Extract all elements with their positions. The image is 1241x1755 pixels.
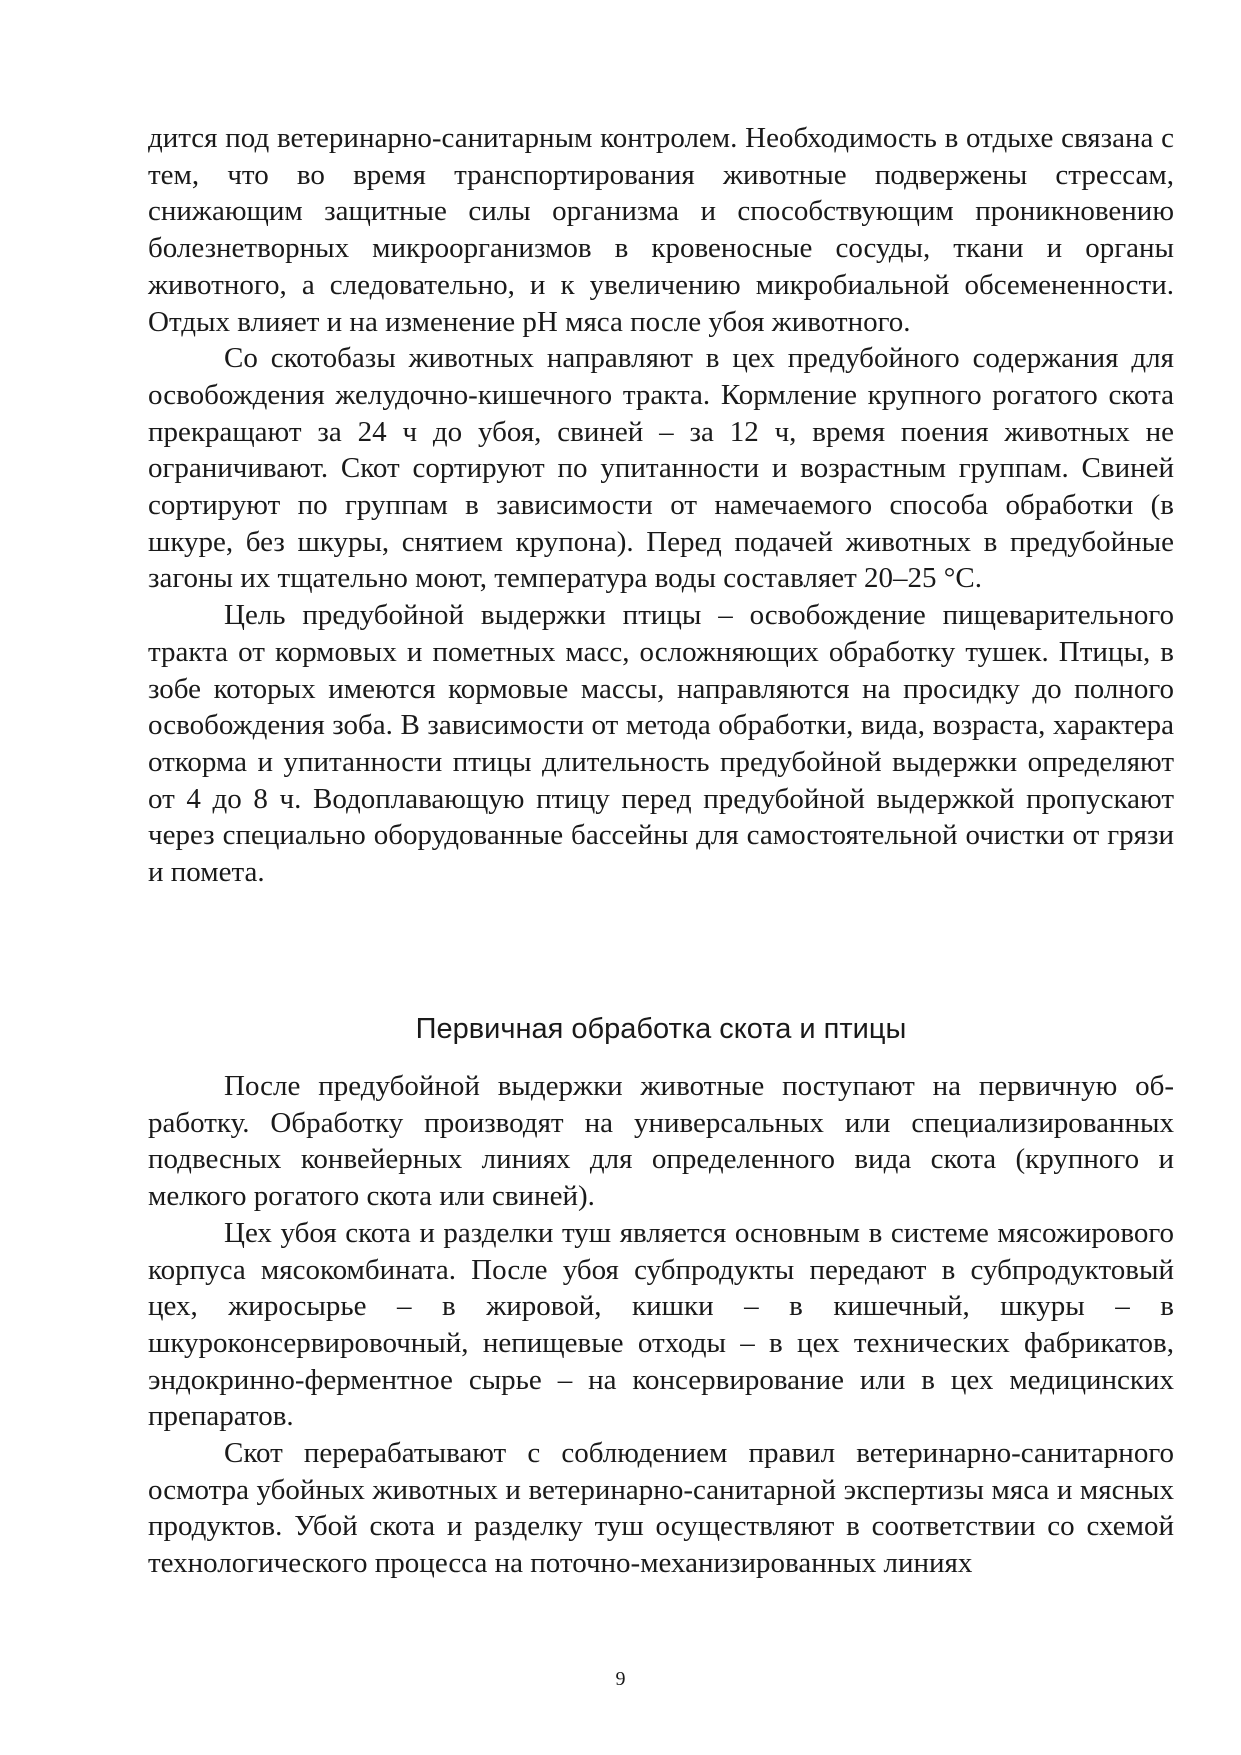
page-number: 9 xyxy=(615,1668,626,1690)
paragraph-rest-transport: дится под ветеринарно-санитарным контролем. Необходимость в отдыхе связана с тем, что во время транспортирования животные подвержены стрессам, снижающим защитные силы организма и способствующим проникновению болезнетворных микроорганизмов в кровеносные сосуды, ткани и органы животного, а следовательно, и к увеличению микробиальной обсемененности. Отдых влияет и на изменение pH мяса после убоя животного. xyxy=(148,122,1174,338)
paragraph-pre-slaughter-holding: Со скотобазы животных направляют в цех предубойного содержания для освобождения желудочно-кишечного тракта. Кормление крупного рогатого скота прекращают за 24 ч до убоя, свиней – за 12 ч, время поения животных не ограничивают. Скот сортируют по упитанности и возрастным группам. Свиней сортируют по группам в зависимости от намечаемого способа обработки (в шкуре, без шкуры, снятием крупона). Перед подачей животных в предубойные загоны их тщательно моют, температура воды составляет 20–25 °С. xyxy=(148,342,1174,595)
text-section-2 xyxy=(148,1068,1174,1582)
paragraph-slaughter-workshop: Цех убоя скота и разделки туш является основным в системе мясожирового корпуса мясокомбината. После убоя субпродукты передают в субпродуктовый цех, жиросырье – в жировой, кишки – в кишечный, шкуры – в шкуроконсервировочный, непищевые отходы – в цех технических фабрикатов, эндокринно-ферментное сырье – на консервирование или в цех медицинских препаратов. xyxy=(148,1216,1174,1433)
paragraph-primary-processing: После предубойной выдержки животные поступают на первичную обработку. Обработку производят на универсальных или специализированных подвесных конвейерных линиях для определенного вида скота (крупного и мелкого рогатого скота или свиней). xyxy=(148,1070,1174,1213)
paragraph-poultry-fasting: Цель предубойной выдержки птицы – освобождение пищеварительного тракта от кормовых и пометных масс, осложняющих обработку тушек. Птицы, в зобе которых имеются кормовые массы, направляются на просидку до полного освобождения зоба. В зависимости от метода обработки, вида, возраста, характера откорма и упитанности птицы длительность предубойной выдержки определяют от 4 до 8 ч. Водоплавающую птицу перед предубойной выдержкой пропускают через специально оборудованные бассейны для самостоятельной очистки от грязи и помета. xyxy=(148,599,1174,889)
section-heading: Первичная обработка скота и птицы xyxy=(415,1013,907,1045)
text-section-1 xyxy=(148,120,1174,891)
paragraph-processing-rules: Скот перерабатывают с соблюдением правил ветеринарно-санитарного осмотра убойных животных и ветеринарно-санитарной экспертизы мяса и мясных продуктов. Убой скота и разделку туш осуществляют в соответствии со схемой технологического процесса на поточно-механизированных линиях xyxy=(148,1437,1174,1580)
